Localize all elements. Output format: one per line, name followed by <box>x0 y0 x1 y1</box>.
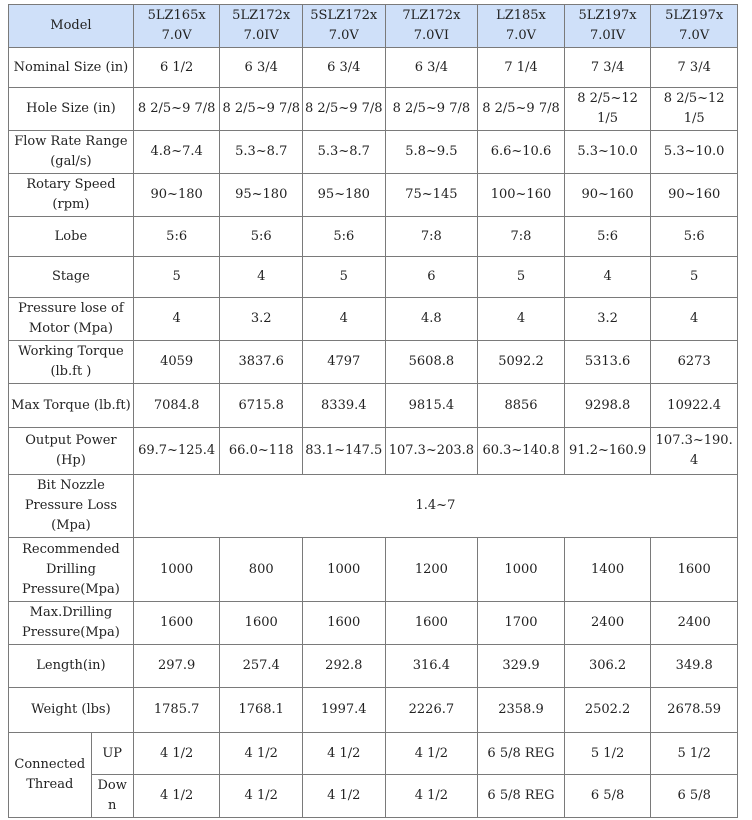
table-row <box>9 775 738 818</box>
table-cell: 7084.8 <box>133 384 220 428</box>
table-cell: 6273 <box>651 341 738 384</box>
model-col-header: 5LZ197x 7.0V <box>651 5 738 48</box>
table-row <box>9 341 738 384</box>
table-cell: 316.4 <box>385 645 478 688</box>
table-cell: 5092.2 <box>478 341 565 384</box>
table-cell: 8 2/5~9 7/8 <box>478 88 565 131</box>
table-cell: 5 <box>651 257 738 298</box>
table-cell: 4.8~7.4 <box>133 131 220 174</box>
row-label: Weight (lbs) <box>9 688 134 733</box>
thread-up-label: UP <box>91 733 133 775</box>
table-row <box>9 131 738 174</box>
row-label: Nominal Size (in) <box>9 48 134 88</box>
table-cell: 8 2/5~9 7/8 <box>220 88 303 131</box>
table-row <box>9 217 738 257</box>
table-cell: 2678.59 <box>651 688 738 733</box>
table-cell: 2400 <box>651 602 738 645</box>
table-cell: 95~180 <box>220 174 303 217</box>
table-row <box>9 475 738 538</box>
table-row <box>9 88 738 131</box>
table-cell: 5.3~10.0 <box>651 131 738 174</box>
table-cell: 329.9 <box>478 645 565 688</box>
row-label: Lobe <box>9 217 134 257</box>
table-cell: 107.3~190.4 <box>651 428 738 475</box>
table-cell: 1600 <box>303 602 386 645</box>
model-col-header: 5LZ197x 7.0IV <box>564 5 651 48</box>
table-cell: 1600 <box>385 602 478 645</box>
table-cell: 306.2 <box>564 645 651 688</box>
table-cell: 4 1/2 <box>220 733 303 775</box>
table-row <box>9 48 738 88</box>
row-label: Recommended Drilling Pressure(Mpa) <box>9 538 134 602</box>
table-cell: 5 <box>133 257 220 298</box>
table-cell: 1768.1 <box>220 688 303 733</box>
table-cell: 2358.9 <box>478 688 565 733</box>
table-cell: 4 1/2 <box>303 733 386 775</box>
table-cell: 8 2/5~9 7/8 <box>303 88 386 131</box>
table-cell: 1200 <box>385 538 478 602</box>
table-cell: 4059 <box>133 341 220 384</box>
table-cell: 5:6 <box>303 217 386 257</box>
table-cell: 1400 <box>564 538 651 602</box>
table-cell: 297.9 <box>133 645 220 688</box>
table-cell: 90~180 <box>133 174 220 217</box>
table-cell: 6 5/8 REG <box>478 733 565 775</box>
row-label: Rotary Speed (rpm) <box>9 174 134 217</box>
table-cell: 5 <box>478 257 565 298</box>
table-cell: 1997.4 <box>303 688 386 733</box>
table-row <box>9 257 738 298</box>
table-row <box>9 733 738 775</box>
table-cell: 6 3/4 <box>303 48 386 88</box>
table-cell: 3.2 <box>564 298 651 341</box>
table-cell: 4 1/2 <box>303 775 386 818</box>
table-cell: 1600 <box>651 538 738 602</box>
table-cell: 5.3~10.0 <box>564 131 651 174</box>
table-cell: 6 3/4 <box>220 48 303 88</box>
table-cell: 7:8 <box>478 217 565 257</box>
table-cell: 5.3~8.7 <box>220 131 303 174</box>
table-cell: 66.0~118 <box>220 428 303 475</box>
table-cell: 1.4~7 <box>133 475 737 538</box>
table-cell: 4797 <box>303 341 386 384</box>
table-cell: 4 1/2 <box>133 733 220 775</box>
table-cell: 8 2/5~9 7/8 <box>133 88 220 131</box>
table-cell: 83.1~147.5 <box>303 428 386 475</box>
table-cell: 1700 <box>478 602 565 645</box>
table-cell: 4 <box>651 298 738 341</box>
row-label: Hole Size (in) <box>9 88 134 131</box>
table-cell: 1000 <box>133 538 220 602</box>
table-cell: 5:6 <box>564 217 651 257</box>
table-cell: 8 2/5~12 1/5 <box>564 88 651 131</box>
table-cell: 7 3/4 <box>651 48 738 88</box>
table-cell: 292.8 <box>303 645 386 688</box>
row-label: Max Torque (lb.ft) <box>9 384 134 428</box>
table-cell: 6 <box>385 257 478 298</box>
table-cell: 6 5/8 REG <box>478 775 565 818</box>
table-cell: 3837.6 <box>220 341 303 384</box>
model-col-header: 5SLZ172x 7.0V <box>303 5 386 48</box>
table-cell: 257.4 <box>220 645 303 688</box>
row-label: Flow Rate Range (gal/s) <box>9 131 134 174</box>
table-row <box>9 428 738 475</box>
table-cell: 2502.2 <box>564 688 651 733</box>
table-cell: 1000 <box>478 538 565 602</box>
table-cell: 4 <box>220 257 303 298</box>
model-col-header: 5LZ172x 7.0IV <box>220 5 303 48</box>
table-cell: 5608.8 <box>385 341 478 384</box>
row-label: Length(in) <box>9 645 134 688</box>
table-cell: 8856 <box>478 384 565 428</box>
row-label: Max.Drilling Pressure(Mpa) <box>9 602 134 645</box>
table-cell: 5.8~9.5 <box>385 131 478 174</box>
table-cell: 4 1/2 <box>385 733 478 775</box>
table-cell: 1600 <box>220 602 303 645</box>
table-cell: 6 3/4 <box>385 48 478 88</box>
table-cell: 6 1/2 <box>133 48 220 88</box>
table-cell: 1600 <box>133 602 220 645</box>
table-cell: 4 <box>564 257 651 298</box>
row-label: Working Torque (lb.ft ) <box>9 341 134 384</box>
table-row <box>9 298 738 341</box>
table-row <box>9 538 738 602</box>
table-cell: 5 1/2 <box>651 733 738 775</box>
table-cell: 7 1/4 <box>478 48 565 88</box>
table-cell: 5:6 <box>651 217 738 257</box>
table-cell: 69.7~125.4 <box>133 428 220 475</box>
table-cell: 100~160 <box>478 174 565 217</box>
table-cell: 8339.4 <box>303 384 386 428</box>
table-cell: 5:6 <box>133 217 220 257</box>
table-cell: 5 <box>303 257 386 298</box>
table-cell: 4 <box>303 298 386 341</box>
table-cell: 10922.4 <box>651 384 738 428</box>
table-cell: 4.8 <box>385 298 478 341</box>
model-col-header: 7LZ172x 7.0VI <box>385 5 478 48</box>
table-cell: 8 2/5~9 7/8 <box>385 88 478 131</box>
table-cell: 5:6 <box>220 217 303 257</box>
table-cell: 75~145 <box>385 174 478 217</box>
table-cell: 4 1/2 <box>220 775 303 818</box>
model-col-header: 5LZ165x 7.0V <box>133 5 220 48</box>
row-label: Stage <box>9 257 134 298</box>
table-cell: 3.2 <box>220 298 303 341</box>
header-row <box>9 5 738 48</box>
table-cell: 90~160 <box>651 174 738 217</box>
table-cell: 7 3/4 <box>564 48 651 88</box>
table-cell: 1000 <box>303 538 386 602</box>
table-cell: 5.3~8.7 <box>303 131 386 174</box>
row-label: Bit Nozzle Pressure Loss (Mpa) <box>9 475 134 538</box>
table-cell: 6.6~10.6 <box>478 131 565 174</box>
row-label: Pressure lose of Motor (Mpa) <box>9 298 134 341</box>
table-row <box>9 645 738 688</box>
table-cell: 7:8 <box>385 217 478 257</box>
table-cell: 349.8 <box>651 645 738 688</box>
table-cell: 2400 <box>564 602 651 645</box>
table-cell: 6 5/8 <box>651 775 738 818</box>
table-cell: 2226.7 <box>385 688 478 733</box>
model-col-header: LZ185x 7.0V <box>478 5 565 48</box>
row-label: Output Power (Hp) <box>9 428 134 475</box>
table-cell: 1785.7 <box>133 688 220 733</box>
table-cell: 8 2/5~12 1/5 <box>651 88 738 131</box>
table-cell: 9298.8 <box>564 384 651 428</box>
table-row <box>9 174 738 217</box>
table-cell: 5313.6 <box>564 341 651 384</box>
table-cell: 91.2~160.9 <box>564 428 651 475</box>
table-cell: 4 1/2 <box>133 775 220 818</box>
table-cell: 5 1/2 <box>564 733 651 775</box>
table-row <box>9 602 738 645</box>
model-header: Model <box>9 5 134 48</box>
table-cell: 4 1/2 <box>385 775 478 818</box>
table-cell: 9815.4 <box>385 384 478 428</box>
table-cell: 6 5/8 <box>564 775 651 818</box>
table-cell: 60.3~140.8 <box>478 428 565 475</box>
thread-down-label: Down <box>91 775 133 818</box>
table-row <box>9 384 738 428</box>
table-cell: 107.3~203.8 <box>385 428 478 475</box>
table-cell: 90~160 <box>564 174 651 217</box>
row-label: Connected Thread <box>9 733 92 818</box>
table-cell: 4 <box>133 298 220 341</box>
table-cell: 95~180 <box>303 174 386 217</box>
table-cell: 800 <box>220 538 303 602</box>
table-cell: 6715.8 <box>220 384 303 428</box>
table-row <box>9 688 738 733</box>
spec-table <box>8 4 738 818</box>
table-cell: 4 <box>478 298 565 341</box>
